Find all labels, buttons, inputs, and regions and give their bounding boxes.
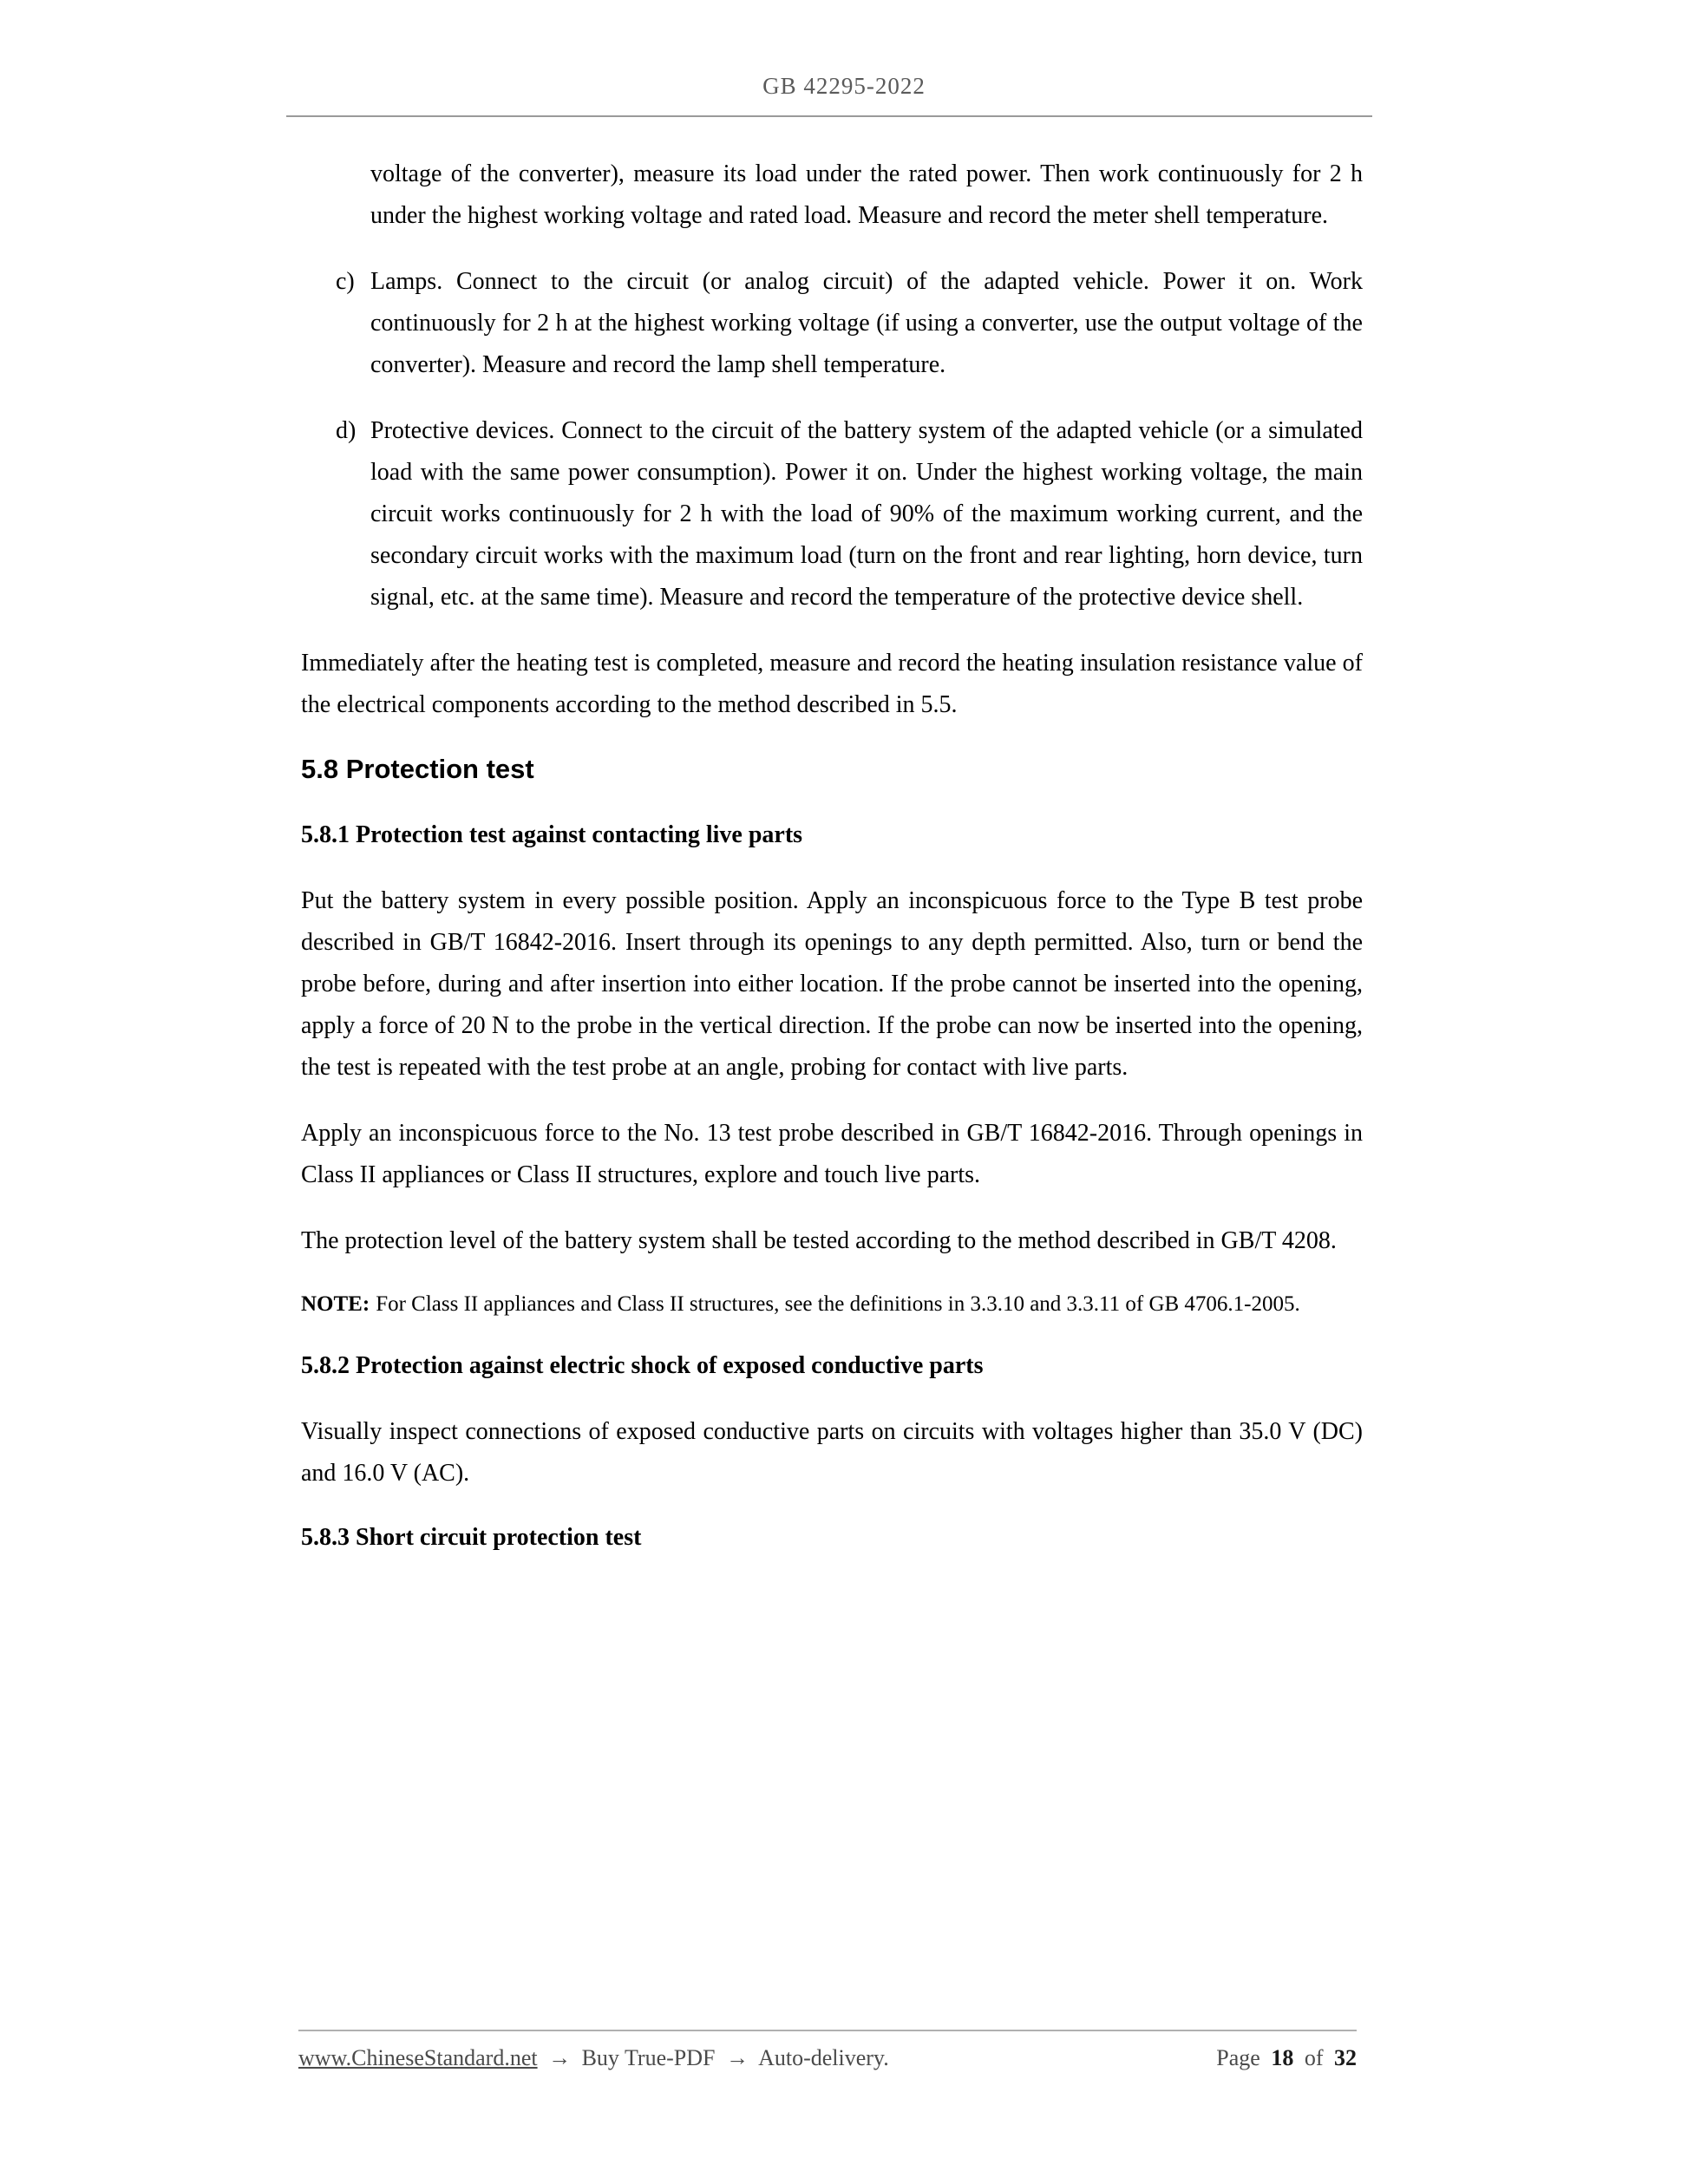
section-heading-5-8-1: 5.8.1 Protection test against contacting live parts (301, 821, 803, 848)
list-marker-c: c) (336, 268, 355, 295)
section-heading-5-8-3: 5.8.3 Short circuit protection test (301, 1524, 642, 1551)
of-label: of (1304, 2045, 1324, 2070)
paragraph-after-heating: Immediately after the heating test is completed, measure and record the heating insulation resistance value of the electrical components according to the method described in 5.5. (301, 650, 1363, 718)
footer-site-link[interactable]: www.ChineseStandard.net (298, 2045, 538, 2070)
section-heading-5-8: 5.8 Protection test (301, 754, 534, 784)
paragraph-581-2: Apply an inconspicuous force to the No. 13 test probe described in GB/T 16842-2016. Through openings in Class II appliances or Class II structures, explore and touch live parts. (301, 1120, 1363, 1188)
list-item-d (336, 410, 1363, 618)
footer-delivery-text: Auto-delivery. (758, 2045, 889, 2070)
arrow-right-icon: → (726, 2045, 749, 2070)
note-text: For Class II appliances and Class II structures, see the definitions in 3.3.10 and 3.3.11 of GB 4706.1-2005. (376, 1292, 1300, 1316)
page-footer (298, 2030, 1357, 2071)
document-content (301, 154, 1363, 1557)
section-heading-5-8-2: 5.8.2 Protection against electric shock of exposed conductive parts (301, 1352, 984, 1379)
note-paragraph (301, 1286, 1363, 1323)
list-text-c: Lamps. Connect to the circuit (or analog circuit) of the adapted vehicle. Power it on. Work continuously for 2 h at the highest working voltage (if using a converter, use the output voltage of the converter). Measure and record the lamp shell temperature. (370, 268, 1363, 378)
total-page-number: 32 (1334, 2045, 1357, 2070)
page-header (0, 0, 1688, 117)
footer-left (298, 2045, 894, 2071)
paragraph-b-continuation: voltage of the converter), measure its load under the rated power. Then work continuously for 2 h under the highest working voltage and rated load. Measure and record the meter shell temperature. (370, 160, 1363, 229)
footer-row (298, 2031, 1357, 2071)
paragraph-582-1: Visually inspect connections of exposed conductive parts on circuits with voltages higher than 35.0 V (DC) and 16.0 V (AC). (301, 1418, 1363, 1487)
footer-buy-text: Buy True-PDF (581, 2045, 716, 2070)
header-rule (286, 115, 1372, 117)
list-item-c (336, 261, 1363, 386)
page-label: Page (1216, 2045, 1260, 2070)
footer-page-indicator (1211, 2045, 1357, 2071)
list-text-d: Protective devices. Connect to the circuit of the battery system of the adapted vehicle (or a simulated load with the same power consumption). Power it on. Under the highest working voltage, the main circuit works continuously for 2 h with the load of 90% of the maximum working current, and the secondary circuit works with the maximum load (turn on the front and rear lighting, horn device, turn signal, etc. at the same time). Measure and record the temperature of the protective device shell. (370, 417, 1363, 611)
current-page-number: 18 (1271, 2045, 1294, 2070)
arrow-right-icon: → (548, 2045, 572, 2070)
header-title: GB 42295-2022 (762, 73, 926, 99)
paragraph-581-3: The protection level of the battery system shall be tested according to the method described in GB/T 4208. (301, 1227, 1337, 1254)
paragraph-581-1: Put the battery system in every possible position. Apply an inconspicuous force to the Type B test probe described in GB/T 16842-2016. Insert through its openings to any depth permitted. Also, turn or bend the probe before, during and after insertion into either location. If the probe cannot be inserted into the opening, apply a force of 20 N to the probe in the vertical direction. If the probe can now be inserted into the opening, the test is repeated with the test probe at an angle, probing for contact with live parts. (301, 887, 1363, 1081)
list-marker-d: d) (336, 417, 357, 444)
note-label: NOTE: (301, 1292, 370, 1316)
